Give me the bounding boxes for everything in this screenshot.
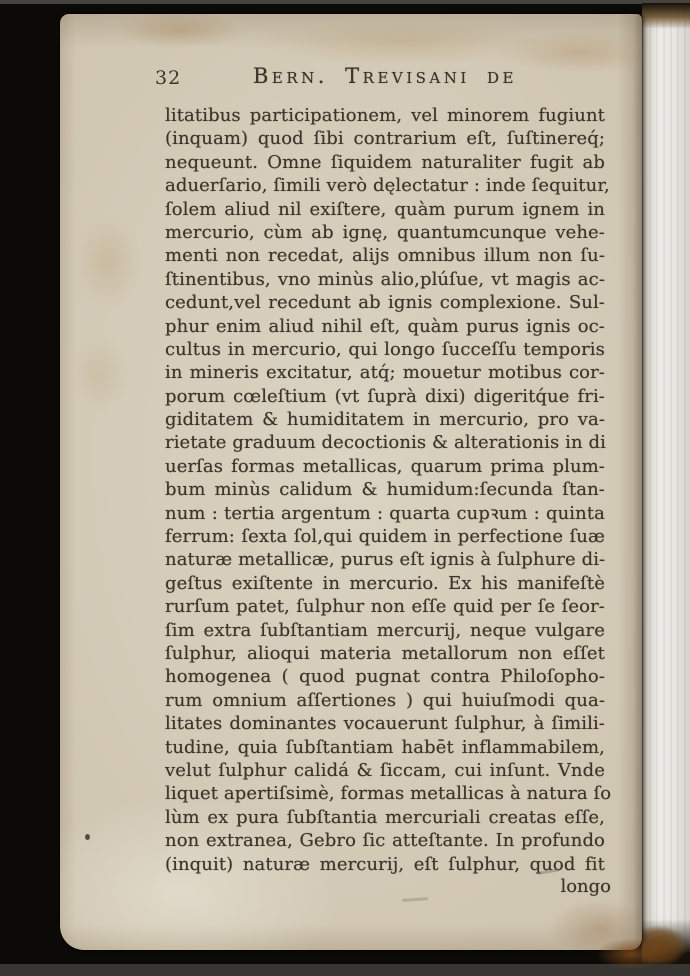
fore-edge-pages — [642, 3, 690, 964]
text-line: giditatem & humiditatem in mercurio, pro va- — [165, 409, 605, 431]
page-header — [155, 64, 605, 92]
text-line: rurſum patet, ſulphur non eſſe quid per ſe ſeor- — [165, 596, 605, 618]
text-line: aduerſario, ſimili verò dęlectatur : inde ſequitur, — [165, 175, 610, 197]
text-line: porum cœleſtium (vt ſuprà dixi) digeritq́ue fri- — [165, 385, 605, 407]
text-line: ſolem aliud nil exiſtere, quàm purum ignem in — [165, 198, 605, 220]
text-line: menti non recedat, alijs omnibus illum non ſu- — [165, 245, 605, 267]
pencil-smudge — [402, 897, 428, 902]
text-line: non extranea, Gebro ſic atteſtante. In profundo — [165, 830, 605, 852]
text-line: ferrum: ſexta ſol,qui quidem in perfectione ſuæ — [165, 526, 605, 548]
text-line: rietate graduum decoctionis & alterationis in di — [165, 432, 606, 454]
text-line: uerſas formas metallicas, quarum prima plum- — [165, 455, 605, 477]
text-line: lùm ex pura ſubſtantia mercuriali creatas eſſe, — [165, 806, 605, 828]
catchword: longo — [560, 876, 611, 897]
book-page — [60, 14, 642, 950]
ink-dot — [85, 834, 90, 840]
scanner-edge-bottom — [0, 964, 690, 976]
text-line: cedunt,vel recedunt ab ignis complexione. Sul- — [165, 292, 605, 314]
text-line: tudine, quia ſubſtantiam habēt inflammabilem, — [165, 736, 605, 758]
text-line: rum omnium aſſertiones ) qui huiuſmodi qua- — [165, 689, 605, 711]
text-line: (inquit) naturæ mercurij, eſt ſulphur, quod fit — [165, 853, 605, 875]
text-line: liquet apertiſsimè, formas metallicas à natura ſo — [165, 783, 612, 805]
text-line: naturæ metallicæ, purus eſt ignis à ſulphure di- — [165, 549, 606, 571]
text-block — [165, 104, 612, 876]
text-line: litatibus participationem, vel minorem fugiunt — [165, 105, 605, 126]
bottom-right-stain — [596, 938, 666, 970]
text-line: mercurio, cùm ab ignę, quantumcunque vehe- — [165, 221, 605, 243]
fore-edge-stain-top — [642, 3, 690, 29]
text-line: in mineris excitatur, atq́; mouetur motibus cor- — [165, 362, 605, 384]
catchword-row — [165, 876, 611, 897]
text-line: velut ſulphur calidá & ſiccam, cui inſunt. Vnde — [165, 759, 605, 781]
text-line: num : tertia argentum : quarta cupꝛum : quinta — [165, 502, 605, 524]
text-line: geſtus exiſtente in mercurio. Ex his manifeſtè — [165, 572, 605, 594]
text-line: bum minùs calidum & humidum:ſecunda ſtan- — [165, 479, 605, 501]
text-line: cultus in mercurio, qui longo ſucceſſu temporis — [165, 338, 605, 360]
text-line: ſim extra ſubſtantiam mercurij, neque vulgare — [165, 619, 605, 641]
text-line: nequeunt. Omne ſiquidem naturaliter fugit ab — [165, 151, 605, 173]
text-line: homogenea ( quod pugnat contra Philoſopho- — [165, 666, 605, 688]
text-line: litates dominantes vocauerunt ſulphur, à ſimili- — [165, 713, 605, 735]
text-line: (inquam) quod ſibi contrarium eſt, ſuſtinereq́; — [165, 128, 605, 150]
text-line: ſulphur, alioqui materia metallorum non eſſet — [165, 642, 605, 664]
text-line: ſtinentibus, vno minùs alio,plúſue, vt magis ac- — [165, 268, 605, 290]
scanner-edge-top — [0, 0, 690, 4]
running-title: Bern. Trevisani de — [253, 64, 517, 88]
text-line: phur enim aliud nihil eſt, quàm purus ignis oc- — [165, 315, 605, 337]
page-number: 32 — [155, 67, 182, 89]
